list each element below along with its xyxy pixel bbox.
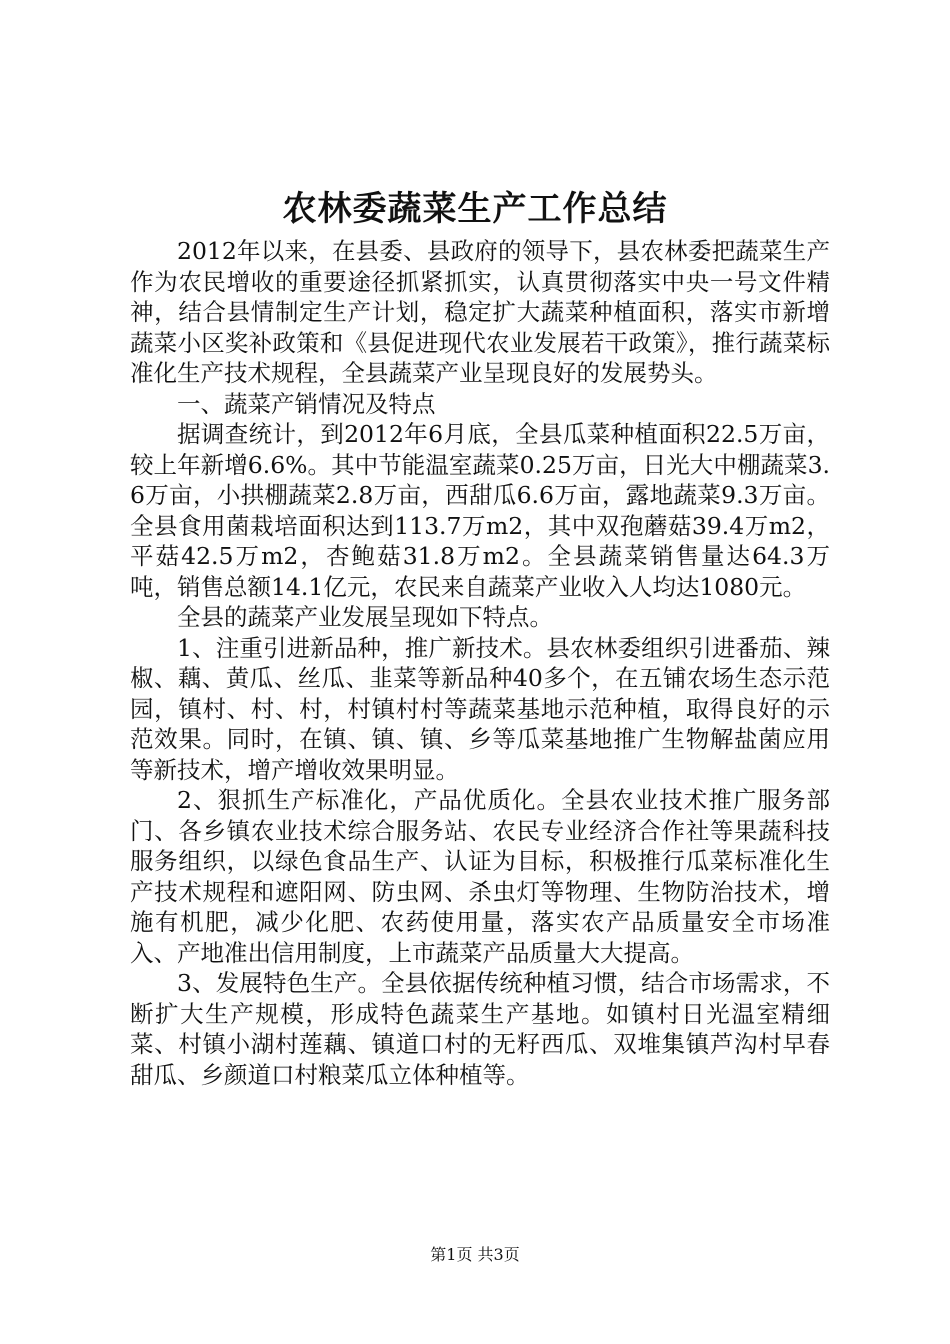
page-footer: 第1页 共3页: [430, 1245, 520, 1264]
paragraph-features-intro: 全县的蔬菜产业发展呈现如下特点。: [177, 603, 553, 631]
paragraph-feature-3: 3、发展特色生产。全县依据传统种植习惯，结合市场需求，不断扩大生产规模，形成特色蔬菜生产基地。如镇村日光温室精细菜、村镇小湖村莲藕、镇道口村的无籽西瓜、双堆集镇芦沟村早春甜瓜、乡颜道口村粮菜瓜立体种植等。: [130, 969, 830, 1089]
paragraph-feature-1: 1、注重引进新品种，推广新技术。县农林委组织引进番茄、辣椒、藕、黄瓜、丝瓜、韭菜等新品种40多个，在五铺农场生态示范园，镇村、村、村，村镇村村等蔬菜基地示范种植，取得良好的示范效果。同时，在镇、镇、镇、乡等瓜菜基地推广生物解盐菌应用等新技术，增产增收效果明显。: [130, 633, 830, 784]
paragraph-feature-2: 2、狠抓生产标准化，产品优质化。全县农业技术推广服务部门、各乡镇农业技术综合服务站、农民专业经济合作社等果蔬科技服务组织，以绿色食品生产、认证为目标，积极推行瓜菜标准化生产技术规程和遮阳网、防虫网、杀虫灯等物理、生物防治技术，增施有机肥，减少化肥、农药使用量，落实农产品质量安全市场准入、产地准出信用制度，上市蔬菜产品质量大大提高。: [130, 786, 830, 967]
paragraph-intro: 2012年以来，在县委、县政府的领导下，县农林委把蔬菜生产作为农民增收的重要途径抓紧抓实，认真贯彻落实中央一号文件精神，结合县情制定生产计划，稳定扩大蔬菜种植面积，落实市新增蔬菜小区奖补政策和《县促进现代农业发展若干政策》，推行蔬菜标准化生产技术规程，全县蔬菜产业呈现良好的发展势头。: [130, 237, 830, 387]
document-body: [130, 236, 830, 1090]
paragraph-statistics: 据调查统计，到2012年6月底，全县瓜菜种植面积22.5万亩，较上年新增6.6%。其中节能温室蔬菜0.25万亩，日光大中棚蔬菜3.6万亩，小拱棚蔬菜2.8万亩，西甜瓜6.6万亩，露地蔬菜9.3万亩。全县食用菌栽培面积达到113.7万m2，其中双孢蘑菇39.4万m2，平菇42.5万m2，杏鲍菇31.8万m2。全县蔬菜销售量达64.3万吨，销售总额14.1亿元，农民来自蔬菜产业收入人均达1080元。: [130, 420, 830, 601]
section-heading: 一、蔬菜产销情况及特点: [177, 389, 436, 418]
document-title: 农林委蔬菜生产工作总结: [282, 189, 668, 229]
